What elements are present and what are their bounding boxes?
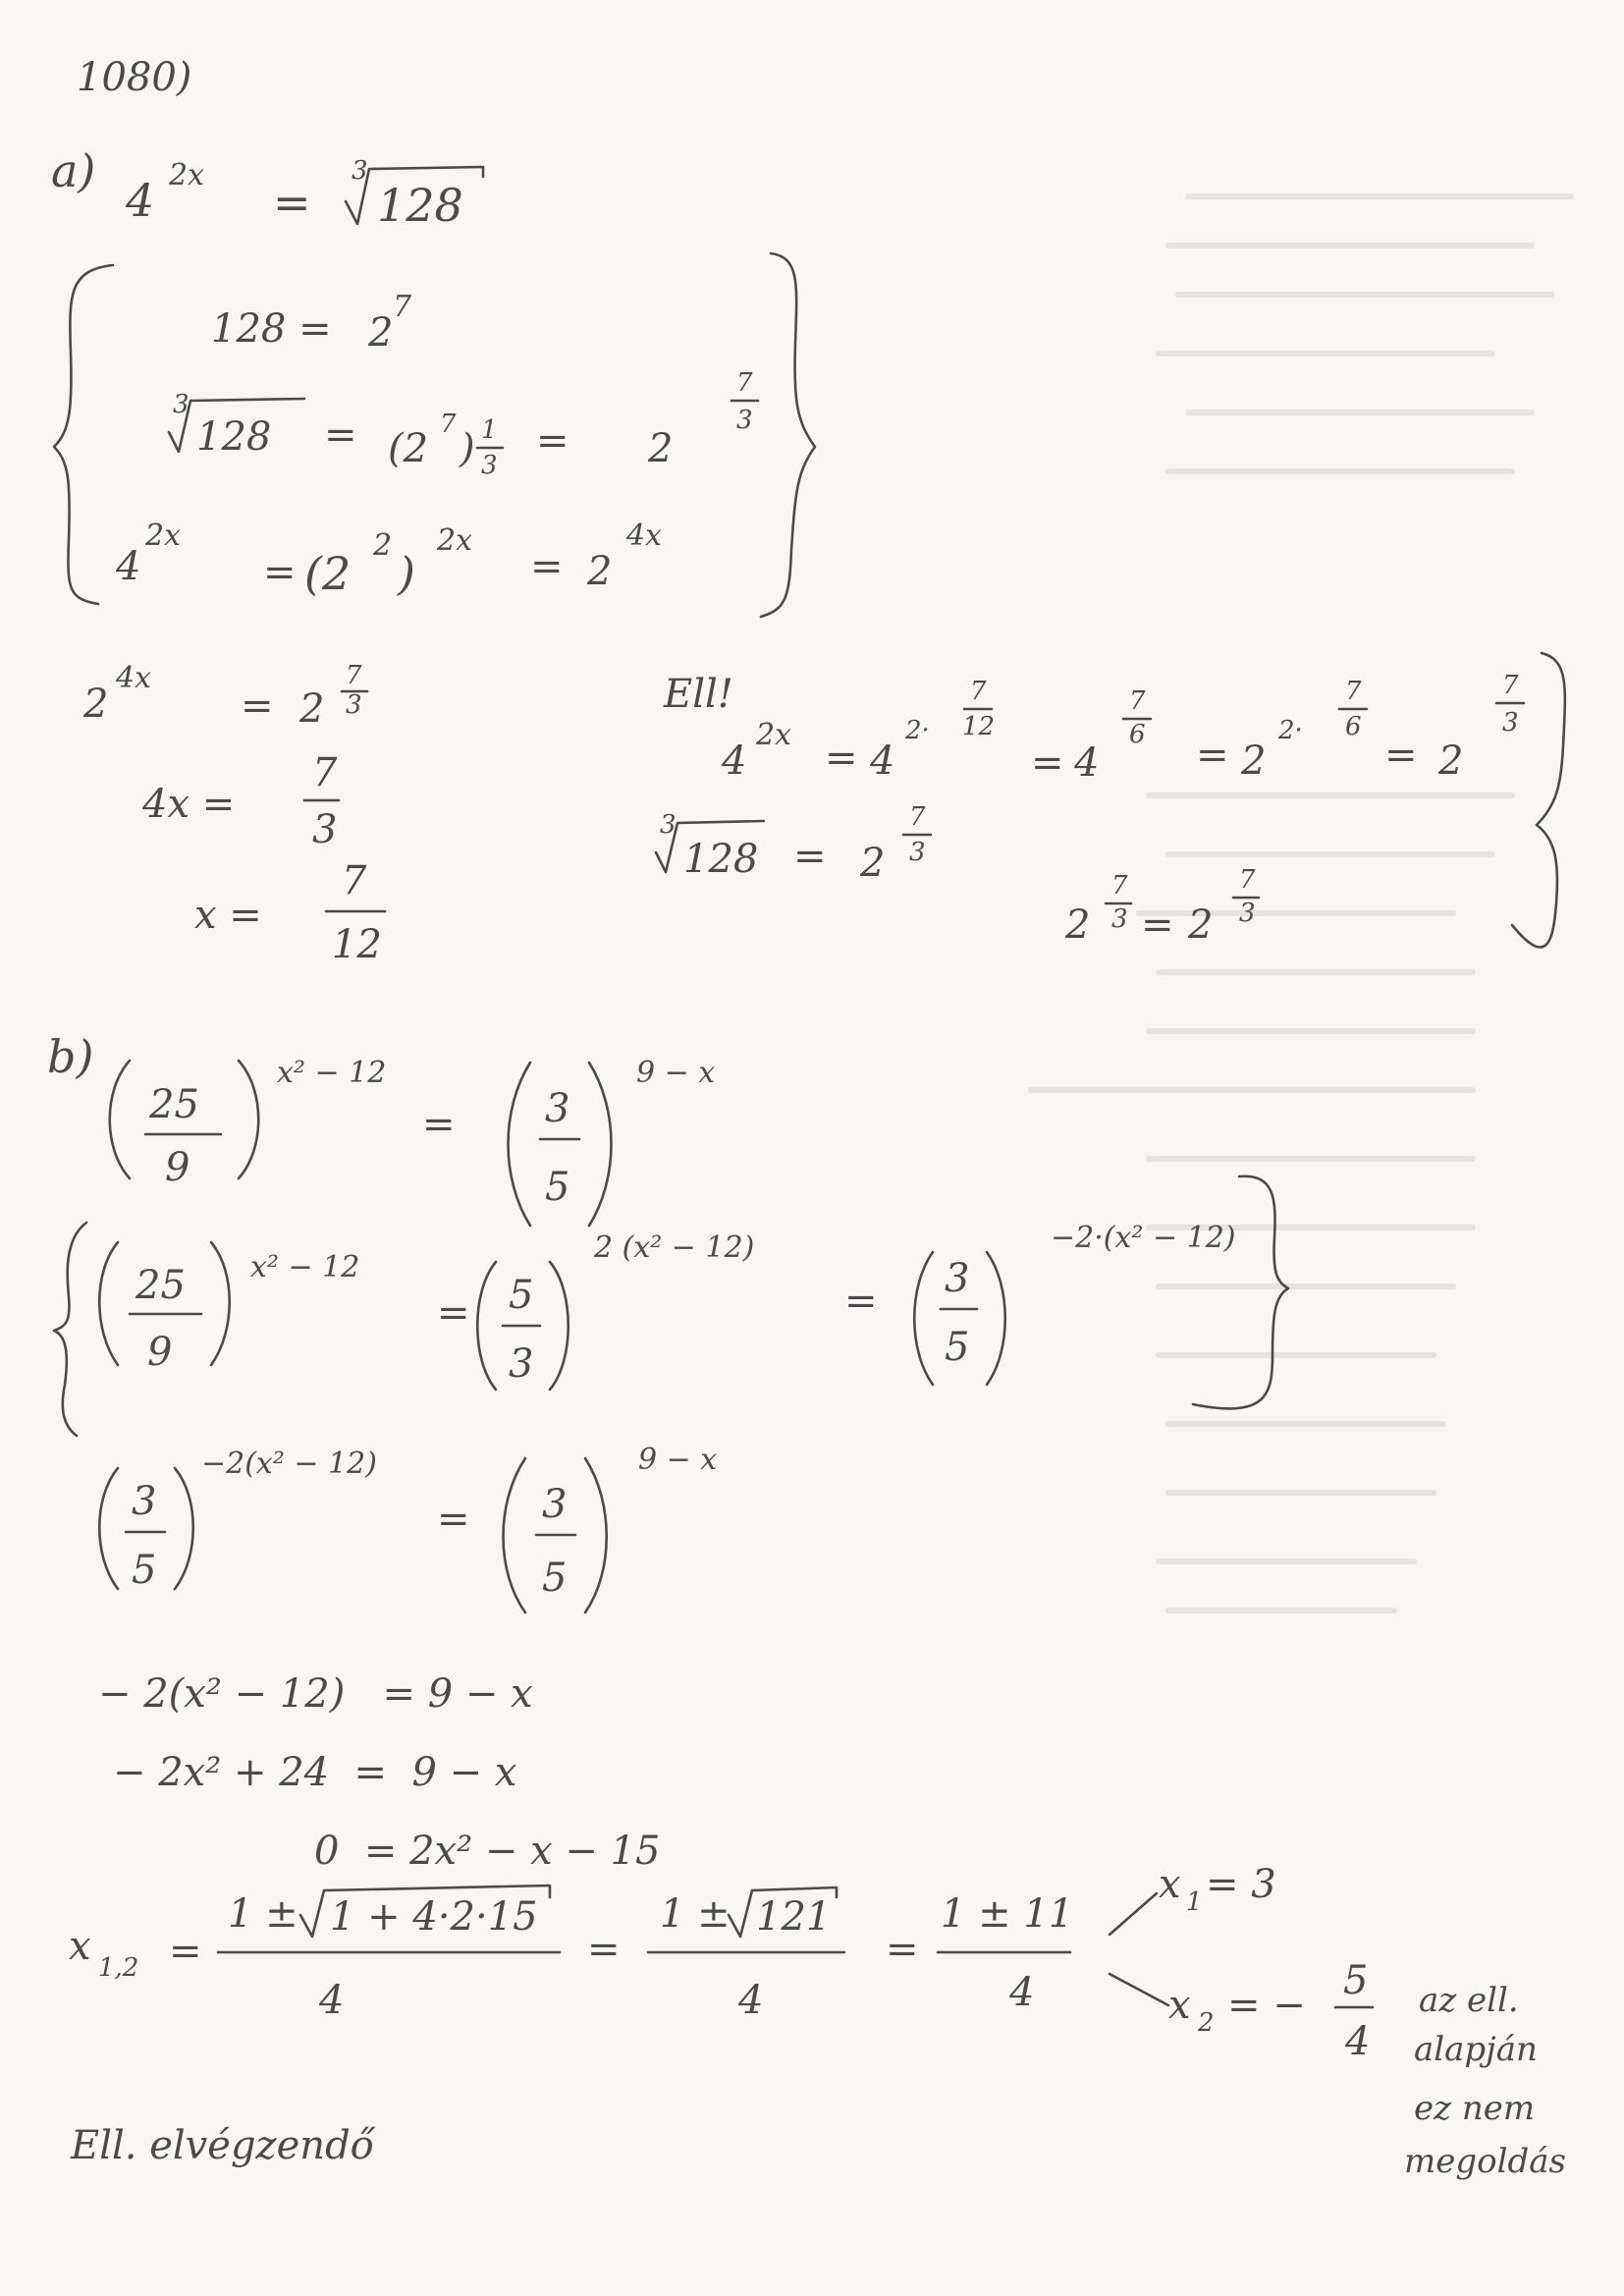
svg-text:7: 7: [440, 410, 457, 439]
svg-text:(2: (2: [388, 426, 429, 471]
svg-text:5: 5: [545, 1165, 570, 1210]
svg-text:2x: 2x: [756, 718, 792, 752]
svg-text:2: 2: [373, 528, 393, 563]
part-b-aside-derivation: [54, 1176, 1288, 1436]
svg-text:3: 3: [909, 838, 926, 867]
right-curly-brace: [761, 253, 815, 617]
svg-text:3: 3: [1502, 708, 1519, 738]
svg-text:2·: 2·: [905, 716, 930, 745]
svg-text:x² − 12: x² − 12: [277, 1056, 387, 1090]
svg-text:3: 3: [481, 451, 498, 480]
svg-text:7: 7: [312, 750, 338, 795]
svg-text:12: 12: [962, 712, 996, 741]
svg-text:4: 4: [870, 738, 895, 784]
svg-text:3: 3: [312, 807, 338, 852]
svg-text:2: 2: [860, 841, 886, 886]
svg-text:=: =: [1384, 733, 1418, 778]
svg-text:=: =: [1141, 902, 1174, 948]
svg-text:4: 4: [319, 1978, 345, 2023]
svg-text:128 =: 128 =: [211, 306, 332, 352]
svg-text:=: =: [1031, 740, 1064, 786]
side-note: [1404, 1981, 1566, 2181]
svg-text:3: 3: [545, 1086, 570, 1131]
svg-text:1,2: 1,2: [98, 1953, 139, 1983]
part-a-label: a): [51, 144, 96, 197]
svg-text:): ): [460, 426, 475, 471]
svg-text:1: 1: [1186, 1887, 1203, 1917]
svg-text:4x: 4x: [116, 661, 152, 695]
svg-text:=: =: [587, 1927, 621, 1972]
svg-text:128: 128: [683, 837, 759, 882]
problem-number: 1080): [77, 55, 192, 100]
svg-text:5: 5: [1343, 1958, 1369, 2003]
svg-text:5: 5: [132, 1548, 157, 1593]
svg-text:= 3: = 3: [1206, 1862, 1276, 1907]
part-b-step-3: − 2x² + 24 = 9 − x: [113, 1750, 517, 1795]
svg-text:7: 7: [1345, 677, 1362, 706]
svg-text:3: 3: [945, 1256, 970, 1301]
svg-text:2: 2: [587, 549, 613, 594]
svg-text:): ): [398, 547, 415, 600]
svg-text:=: =: [825, 736, 858, 781]
svg-text:=: =: [273, 176, 311, 229]
svg-text:7: 7: [909, 802, 926, 832]
svg-text:6: 6: [1129, 720, 1146, 749]
svg-text:5: 5: [509, 1273, 534, 1318]
svg-text:7: 7: [393, 290, 412, 324]
svg-text:1 ±: 1 ±: [228, 1891, 298, 1937]
svg-text:4: 4: [1074, 740, 1100, 786]
svg-text:2: 2: [1241, 738, 1267, 784]
svg-text:3: 3: [132, 1479, 157, 1524]
roots: [1159, 1862, 1373, 2064]
part-b-step-2: − 2(x² − 12) = 9 − x: [98, 1671, 533, 1717]
svg-text:7: 7: [1129, 686, 1146, 716]
svg-text:9 − x: 9 − x: [638, 1443, 718, 1477]
svg-text:=: =: [437, 1497, 470, 1542]
svg-text:2: 2: [1188, 902, 1214, 948]
part-a-equation: [125, 156, 483, 232]
svg-text:x: x: [1168, 1983, 1191, 2028]
svg-text:=: =: [241, 683, 274, 729]
svg-text:25: 25: [149, 1082, 199, 1127]
svg-text:4: 4: [738, 1978, 764, 2023]
part-b-equation: [110, 1056, 716, 1226]
svg-text:−2(x² − 12): −2(x² − 12): [201, 1447, 377, 1481]
svg-text:=: =: [530, 544, 564, 589]
svg-text:3: 3: [173, 390, 189, 419]
svg-text:2: 2: [1065, 902, 1091, 948]
svg-text:12: 12: [332, 922, 382, 967]
svg-text:=: =: [844, 1279, 878, 1324]
svg-text:alapján: alapján: [1414, 2030, 1538, 2069]
svg-text:megoldás: megoldás: [1404, 2142, 1566, 2181]
svg-text:128: 128: [377, 179, 463, 232]
svg-text:1: 1: [481, 415, 498, 445]
svg-text:3: 3: [660, 810, 677, 840]
svg-text:x² − 12: x² − 12: [250, 1250, 360, 1285]
svg-text:7: 7: [1111, 871, 1128, 901]
part-b-label: b): [47, 1030, 94, 1083]
svg-text:2x: 2x: [145, 519, 182, 553]
right-curly-brace: [1193, 1176, 1288, 1409]
svg-text:7: 7: [1239, 865, 1256, 895]
svg-text:7: 7: [736, 368, 753, 398]
part-b-step-1: [99, 1443, 717, 1613]
svg-text:3: 3: [509, 1341, 534, 1387]
svg-text:4x =: 4x =: [142, 782, 236, 827]
svg-text:6: 6: [1345, 712, 1362, 741]
svg-text:az ell.: az ell.: [1419, 1981, 1519, 2020]
svg-text:7: 7: [1502, 671, 1519, 700]
svg-text:2: 2: [83, 682, 109, 727]
svg-text:7: 7: [970, 677, 987, 706]
svg-text:2: 2: [368, 310, 394, 355]
quadratic-formula: [69, 1886, 1168, 2023]
svg-text:9 − x: 9 − x: [636, 1056, 716, 1090]
svg-text:1 ±: 1 ±: [660, 1891, 731, 1937]
part-a-steps: [82, 661, 385, 967]
svg-text:2·: 2·: [1278, 716, 1303, 745]
svg-text:2: 2: [1438, 738, 1464, 784]
svg-text:5: 5: [542, 1556, 568, 1601]
svg-text:2x: 2x: [437, 523, 473, 558]
svg-text:2: 2: [299, 686, 325, 732]
svg-text:=: =: [793, 834, 827, 879]
svg-text:3: 3: [736, 406, 753, 435]
svg-text:x: x: [1159, 1862, 1181, 1907]
footer-check-note: Ell. elvégzendő: [71, 2123, 374, 2168]
part-b-step-4: 0 = 2x² − x − 15: [314, 1829, 661, 1874]
svg-text:4: 4: [126, 174, 155, 227]
svg-text:2 (x² − 12): 2 (x² − 12): [594, 1230, 755, 1265]
svg-text:x =: x =: [194, 893, 262, 938]
svg-text:7: 7: [342, 858, 367, 903]
svg-text:3: 3: [1111, 904, 1128, 934]
left-curly-brace: [54, 1223, 86, 1436]
svg-text:4: 4: [116, 544, 141, 589]
svg-text:2: 2: [648, 426, 674, 471]
check-title: Ell!: [664, 672, 733, 717]
svg-text:4: 4: [1345, 2019, 1371, 2064]
part-a-check: [656, 653, 1565, 948]
svg-text:=: =: [536, 418, 569, 464]
check-right-brace: [1512, 653, 1565, 947]
svg-text:ez nem: ez nem: [1414, 2089, 1536, 2128]
svg-text:x: x: [69, 1924, 91, 1969]
svg-text:= −: = −: [1227, 1983, 1306, 2028]
svg-text:1 ± 11: 1 ± 11: [941, 1891, 1074, 1937]
svg-text:=: =: [886, 1927, 919, 1972]
svg-text:3: 3: [352, 156, 368, 186]
svg-text:2x: 2x: [169, 158, 205, 192]
svg-text:4: 4: [1009, 1970, 1035, 2015]
svg-text:=: =: [437, 1290, 470, 1336]
svg-text:2: 2: [1198, 2008, 1215, 2038]
svg-text:=: =: [263, 550, 297, 595]
left-curly-brace: [54, 265, 113, 604]
svg-text:128: 128: [196, 414, 272, 460]
svg-text:=: =: [324, 412, 357, 458]
svg-text:9: 9: [165, 1145, 190, 1190]
svg-text:3: 3: [346, 690, 362, 720]
svg-text:=: =: [1196, 733, 1229, 778]
svg-text:3: 3: [1239, 899, 1256, 928]
svg-text:1 + 4·2·15: 1 + 4·2·15: [330, 1894, 538, 1940]
svg-text:5: 5: [945, 1325, 970, 1370]
svg-text:121: 121: [756, 1894, 832, 1940]
svg-text:−2·(x² − 12): −2·(x² − 12): [1051, 1221, 1236, 1255]
svg-text:(2: (2: [304, 547, 352, 600]
svg-text:3: 3: [542, 1482, 568, 1527]
part-a-aside-derivation: [54, 253, 815, 617]
svg-text:4x: 4x: [626, 519, 663, 553]
svg-text:9: 9: [147, 1330, 173, 1375]
svg-text:4: 4: [722, 738, 747, 784]
svg-text:7: 7: [346, 661, 362, 690]
svg-text:=: =: [422, 1102, 456, 1147]
svg-text:25: 25: [135, 1263, 186, 1308]
svg-text:=: =: [169, 1929, 202, 1974]
